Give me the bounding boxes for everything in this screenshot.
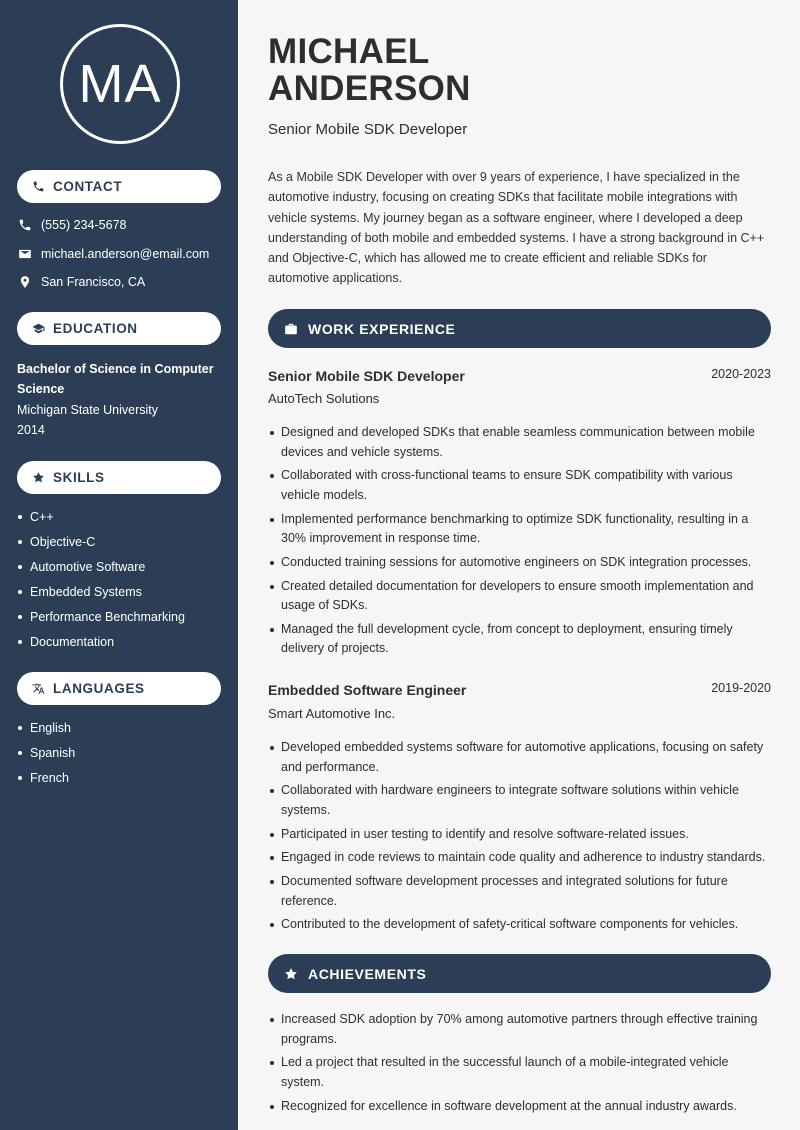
achievements-list: [268, 1010, 770, 1120]
name-last: ANDERSON: [268, 69, 471, 108]
education-degree: Bachelor of Science in Computer Science: [17, 362, 214, 396]
location-pin-icon: [17, 274, 33, 290]
list-item: Created detailed documentation for developers to ensure smooth implementation and usage of SDKs.: [268, 577, 770, 616]
list-item: Embedded Systems: [17, 584, 185, 609]
work-experience-heading: [268, 309, 771, 348]
job-dates: 2020-2023: [711, 367, 771, 381]
list-item: Automotive Software: [17, 559, 185, 584]
list-item: Contributed to the development of safety-critical software components for vehicles.: [268, 915, 770, 935]
job-bullets: [268, 423, 770, 663]
list-item: Performance Benchmarking: [17, 609, 185, 634]
education-year: 2014: [17, 423, 45, 437]
list-item: Documentation: [17, 634, 185, 659]
list-item: Collaborated with cross-functional teams to ensure SDK compatibility with various vehicle models.: [268, 466, 770, 505]
job-bullets: [268, 738, 770, 939]
star-icon: [31, 471, 45, 485]
job-company: AutoTech Solutions: [268, 391, 380, 406]
list-item: Engaged in code reviews to maintain code quality and adherence to industry standards.: [268, 848, 770, 868]
list-item: Implemented performance benchmarking to optimize SDK functionality, resulting in a 30% improvement in response time.: [268, 510, 770, 549]
candidate-name: [268, 33, 471, 107]
phone-text: (555) 234-5678: [41, 218, 127, 232]
job-dates: 2019-2020: [711, 681, 771, 695]
education-school: Michigan State University: [17, 403, 159, 417]
achievements-heading-label: ACHIEVEMENTS: [308, 965, 427, 982]
contact-heading-label: CONTACT: [53, 179, 123, 194]
skills-heading-label: SKILLS: [53, 470, 105, 485]
job-title: Senior Mobile SDK Developer: [268, 368, 465, 384]
briefcase-icon: [284, 322, 298, 336]
graduation-cap-icon: [31, 322, 45, 336]
list-item: Designed and developed SDKs that enable seamless communication between mobile devices and vehicle systems.: [268, 423, 770, 462]
star-icon: [284, 967, 298, 981]
work-experience-heading-label: WORK EXPERIENCE: [308, 320, 456, 337]
list-item: English: [17, 720, 75, 745]
list-item: Conducted training sessions for automotive engineers on SDK integration processes.: [268, 553, 770, 573]
languages-heading-label: LANGUAGES: [53, 681, 145, 696]
contact-heading: [17, 170, 221, 203]
list-item: Increased SDK adoption by 70% among automotive partners through effective training programs.: [268, 1010, 770, 1049]
education-heading: [17, 312, 221, 345]
main-content: [238, 0, 800, 1130]
list-item: Collaborated with hardware engineers to integrate software solutions within vehicle systems.: [268, 781, 770, 820]
location-text: San Francisco, CA: [41, 275, 146, 289]
list-item: Managed the full development cycle, from concept to deployment, ensuring timely delivery of projects.: [268, 620, 770, 659]
list-item: Objective-C: [17, 534, 185, 559]
phone-icon: [17, 217, 33, 233]
translate-icon: [31, 682, 45, 696]
list-item: Led a project that resulted in the successful launch of a mobile-integrated vehicle system.: [268, 1053, 770, 1092]
achievements-heading: [268, 954, 771, 993]
name-first: MICHAEL: [268, 32, 430, 71]
phone-icon: [31, 180, 45, 194]
languages-list: [17, 720, 75, 795]
summary-paragraph: As a Mobile SDK Developer with over 9 years of experience, I have specialized in the automotive industry, focusing on creating SDKs that facilitate mobile integrations with vehicle systems. My journey began as a software engineer, where I developed a deep understanding of both mobile and embedded systems. I have a strong background in C++ and Objective-C, which has allowed me to create efficient and reliable SDKs for automotive applications.: [268, 170, 765, 286]
list-item: Spanish: [17, 745, 75, 770]
list-item: Developed embedded systems software for automotive applications, focusing on safety and performance.: [268, 738, 770, 777]
monogram-avatar: MA: [60, 24, 180, 144]
contact-email: [17, 246, 209, 262]
email-text[interactable]: michael.anderson@email.com: [41, 247, 210, 261]
skills-list: [17, 509, 185, 659]
list-item: Documented software development processes and integrated solutions for future reference.: [268, 872, 770, 911]
contact-location: [17, 274, 145, 290]
sidebar: [0, 0, 238, 1130]
job-title: Embedded Software Engineer: [268, 682, 467, 698]
languages-heading: [17, 672, 221, 705]
skills-heading: [17, 461, 221, 494]
list-item: Recognized for excellence in software development at the annual industry awards.: [268, 1097, 770, 1117]
list-item: C++: [17, 509, 185, 534]
list-item: Participated in user testing to identify and resolve software-related issues.: [268, 825, 770, 845]
contact-phone: [17, 217, 126, 233]
job-company: Smart Automotive Inc.: [268, 706, 396, 721]
email-icon: [17, 246, 33, 262]
list-item: French: [17, 770, 75, 795]
education-heading-label: EDUCATION: [53, 321, 138, 336]
candidate-title: Senior Mobile SDK Developer: [268, 121, 468, 138]
